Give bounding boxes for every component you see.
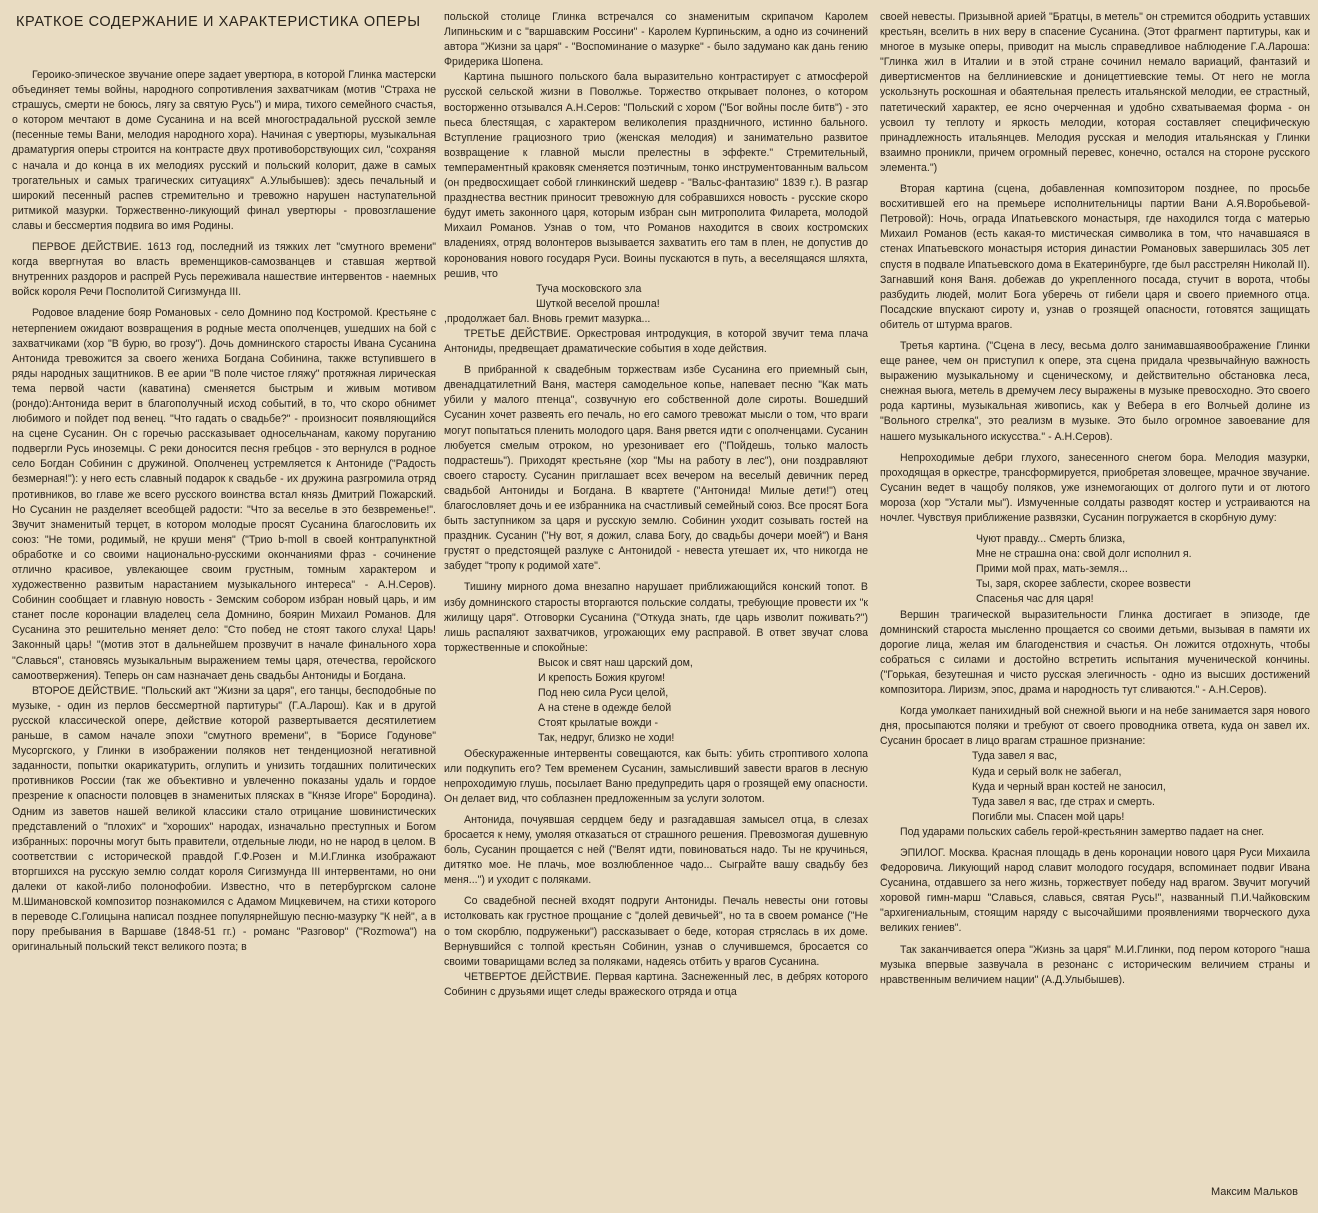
polish-soldiers-paragraph: Тишину мирного дома внезапно нарушает приближающийся конский топот. В избу домнинского старосты вторгаются польские солдаты, требующие провести их "к жилищу царя". Отговорки Сусанина ("Откуда знать, где царь изволит поживать?") лишь распаляют захватчиков, угрожающих ему расправой. В ответ звучат слова торжественные и спокойные: — [444, 581, 868, 654]
forest-paragraph: Непроходимые дебри глухого, занесенного снегом бора. Мелодия мазурки, проходящая в оркестре, трансформируется, приобретая зловещее, мрачное звучание. Сусанин ведет в чащобу поляков, уже изнемогающих от долгого пути и от лютого мороза (хор "Устали мы"). Измученные солдаты разводят костер и устраиваются на ночлег. Чувствуя приближение развязки, Сусанин погружается в скорбную думу: — [880, 451, 1310, 524]
polish-ball-paragraph: Картина пышного польского бала выразительно контрастирует с атмосферой русской сельской жизни в Поволжье. Торжество открывает полонез, о котором восторженно отзывался А.Н.Серов: "Польский с хором ("Бог войны после битв") - это пьеса блестящая, с характером великолепия праздничного, истинно бального. Вступление грациозного трио (женская мелодия) и занимательно развитое возвращение к главной мысли прелестны в эффекте." Стремительный, темпераментный краковяк сменяется поэтичным, тонко инструментованным вальсом (он предвосхищает собой глинкинский шедевр - "Вальс-фантазию" 1839 г.). В разгар празднества вестник приносит тревожную для собравшихся новость - русские скоро будут иметь законного царя, которым избран сын митрополита Филарета, молодой Михаил Романов. Узнав о том, что Романов находится в своих костромских владениях, отряд волонтеров вызывается захватить его там в плен, не допустив до коронования нового государя Руси. Воины пускаются в путь, а веселящаяся шляхта, решив, что — [444, 71, 868, 280]
verse-storm-cloud — [444, 282, 868, 312]
bridesmaids-paragraph: Со свадебной песней входят подруги Антониды. Печаль невесты они готовы истолковать как грустное прощание с "долей девичьей", но та в своем романсе ("Не о том скорблю, подруженьки") рассказывает о беде, которая стряслась в их доме. Вернувшийся с толпой крестьян Собинин, узнав о случившемся, бросается со своими товарищами вслед за поляками, надеясь отбить у врагов Сусанина. — [444, 895, 868, 968]
verse-line: Под нею сила Руси целой, — [538, 687, 669, 700]
verse-line: Чуют правду... Смерть близка, — [976, 533, 1126, 546]
overture-paragraph: Героико-эпическое звучание опере задает увертюра, в которой Глинка мастерски объединяет темы войны, народного сопротивления захватчикам (мотив "Страха не страшусь, смерти не боюсь, лягу за святую Русь") и мира, тихого семейного счастья, о котором мечтают в доме Сусанина и на всей многострадальной русской земле (песенные темы Вани, мелодия народного хора). Начиная с увертюры, музыкальная драматургия оперы строится на контрасте двух противоборствующих сил, "сохраняя с начала и до конца в их мелодиях русский и польский колорит, даже в самых трогательных и самых трагических ситуациях" А.Улыбышев): здесь печальный и широкий песенный распев стремительно и тревожно нарушен наступательной ритмикой мазурки. Торжественно-ликующий финал увертюры - провозглашение славы и бессмертия подвига во имя Родины. — [12, 69, 436, 232]
page-title: КРАТКОЕ СОДЕРЖАНИЕ И ХАРАКТЕРИСТИКА ОПЕРЫ — [16, 14, 421, 30]
verse-line: Куда и серый волк не забегал, — [972, 765, 1122, 778]
verse-susanin-aria — [880, 532, 1310, 607]
verse-line: Туча московского зла — [536, 282, 642, 295]
epilogue-paragraph: ЭПИЛОГ. Москва. Красная площадь в день коронации нового царя Руси Михаила Федоровича. Ликующий народ славит молодого государя, вспоминает подвиг Ивана Сусанина, отдавшего за него жизнь, торжествует победу над врагом. Звучит могучий хоровой гимн-марш "Славься, славься, святая Русь!", названный П.И.Чайковским "архигениальным, стоящим наряду с высочайшими проявлениями творческого духа великих гениев". — [880, 846, 1310, 935]
tragic-peak-paragraph: Вершин трагической выразительности Глинка достигает в эпизоде, где домнинский староста мысленно прощается со своими детьми, вызывая в памяти их дорогие лица, желая им благоденствия и счастья. Он ложится отдохнуть, чтобы собраться с силами и достойно встретить испытания мученической кончины. ("Горькая, безутешная и чисто русская элегичность - одно из высших достижений композитора. Лиризм, эпос, драма и народность тут сливаются." - А.Н.Серов). — [880, 608, 1310, 697]
verse-line: Стоят крылатые вожди - — [538, 717, 659, 730]
verse-line: Спасенья час для царя! — [976, 593, 1094, 606]
verse-line: Куда и черный вран костей не заносил, — [972, 780, 1166, 793]
verse-line: Шуткой веселой прошла! — [536, 297, 660, 310]
author-signature: Максим Мальков — [1210, 1186, 1298, 1198]
antonida-farewell-paragraph: Антонида, почуявшая сердцем беду и разгадавшая замысел отца, в слезах бросается к нему, умоляя отказаться от страшного решения. Превозмогая душевную боль, Сусанин прощается с ней ("Велят идти, повиноваться надо. Ты не кручинься, дитятко мое. Не плачь, мое возлюбленное чадо... Сыграйте вашу свадьбу без меня...") и уходит с поляками. — [444, 813, 868, 887]
column-3 — [880, 10, 1310, 1173]
third-scene-paragraph: Третья картина. ("Сцена в лесу, весьма долго занимавшаявоображение Глинки еще ранее, чем он приступил к опере, эта сцена придала чрезвычайную важность выражению музыкальному и сценическому, и действительно обстановка леса, снежная вьюга, метель в дремучем лесу выражены в музыке превосходно. Это своего рода картины, музыкальная живопись, как у Вебера в его Волчьей долине из "Вольного стрелка", это реализм в музыке. Это было огромное завоевание для нашего музыкального искусства." - А.Н.Серов). — [880, 339, 1310, 443]
column-2 — [444, 10, 868, 1173]
act-three-intro-paragraph: ТРЕТЬЕ ДЕЙСТВИЕ. Оркестровая интродукция, в которой звучит тема плача Антониды, предвещает драматические события в ходе действия. — [444, 327, 868, 356]
interventionists-council-paragraph: Обескураженные интервенты совещаются, как быть: убить строптивого холопа или подкупить его? Тем временем Сусанин, замысливший завести врагов в лесную непроходимую глушь, посылает Ваню предупредить царя о грозящей ему опасности. Он делает вид, что соблазнен предложенным за услуги золотом. — [444, 747, 868, 805]
act-two-paragraph: ВТОРОЕ ДЕЙСТВИЕ. "Польский акт "Жизни за царя", его танцы, бесподобные по музыке, - один из перлов бессмертной партитуры" (Г.А.Ларош). Как и в другой русской классической опере, действие которой развертывается десятилетием раньше, в самом начале эпохи "смутного времени", в "Борисе Годунове" Мусоргского, у Глинки в изображении поляков нет тенденциозной негативной заданности, попытки окарикатурить, оглупить и унизить тогдашних политических противников России (так же объективно и увлеченно показаны удаль и гордое презрение к опасности половцев в знаменитых плясках в "Князе Игоре" Бородина). Одним из заветов нашей великой классики стало отрицание шовинистических представлений о "плохих" и "хороших" народах, изначально преступных и Богом избранных: порочны могут быть правители, отдельные люди, но не народ в целом. В соответствии с исторической правдой Г.Ф.Розен и М.И.Глинка изображают вторгшихся на русскую землю солдат короля Сигизмунда III интервентами, но они далеки от какой-либо полонофобии. Известно, что в петербургском салоне М.Шимановской композитор познакомился с Адамом Мицкевичем, на стихи которого в переводе С.Голицына написал позднее популярнейшую песню-мазурку "К ней", а в пору пребывания в Варшаве (1848-51 гг.) - романс "Разговор" ("Rozmowa") на оригинальный польский текст великого поэта; в — [12, 684, 436, 954]
verse-line: Высок и свят наш царский дом, — [538, 656, 693, 669]
verse-line: Туда завел я вас, — [972, 750, 1058, 763]
column-1 — [12, 10, 436, 1173]
conclusion-paragraph: Так заканчивается опера "Жизнь за царя" М.И.Глинки, под пером которого "наша музыка впервые зазвучала в резонанс с историческим величием страны и нравственным величием нации" (А.Д.Улыбышев). — [880, 943, 1310, 986]
verse-line: И крепость Божия кругом! — [538, 672, 666, 685]
verse-line: Так, недруг, близко не ходи! — [538, 732, 675, 745]
domnino-paragraph: Родовое владение бояр Романовых - село Домнино под Костромой. Крестьяне с нетерпением ожидают возвращения в родные места ополченцев, ушедших на бой с захватчиками (хор "В бурю, во грозу"). Дочь домнинского старосты Ивана Сусанина Антонида тревожится за своего жениха Богдана Собинина, также вступившего в ряды народных защитников. В ее арии "В поле чистое гляжу" протяжная лирическая тема первой части (каватина) сменяется быстрым и живым мотивом (рондо):Антонида верит в благополучный исход событий, в то, что скоро обнимет любимого и пойдет под венец. "Что гадать о свадьбе?" - произносит появляющийся на сцене Сусанин. Он с горечью рассказывает односельчанам, какому поруганию подвергли Русь иноземцы. С реки доносится песня гребцов - это вернулся в родное село Богдан Собинин с дружиной. Ополченец устремляется к Антониде ("Радость безмерная!"): у него есть славный подарок к свадьбе - их дружина разгромила отряд противников, во главе же всего русского воинства встал князь Дмитрий Пожарский. Но Сусанин не разделяет всеобщей радости: "Что за веселье в это безвременье!". Звучит знаменитый терцет, в котором молодые просят Сусанина благословить их союз: "Не томи, родимый, не круши меня" ("Трио b-moll в своей контрапунктной обработке и со своими национально-русскими окончаниями фраз - сочинение отлично красивое, увлекающее своим грустным, томным характером и художественно развитым нарастанием музыкального интереса" - А.Н.Серов). Собинин сообщает и главную новость - Земским собором избран новый царь, и им станет после коронации владелец села Домнино, боярин Михаил Романов. Для Сусанина это решительно меняет дело: "Сто побед не стоят такого слуха! Царь! Законный царь! "(мотив этот в дальнейшем прозвучит в начале финального хора "Славься", становясь музыкальным выражением темы царя, отечества, геройского самоотвержения). Теперь он сам назначает день свадьбы Антониды и Богдана. — [12, 307, 436, 682]
verse-confession — [880, 749, 1310, 824]
verse-line: Мне не страшна она: свой долг исполнил я. — [976, 548, 1192, 561]
verse-line: А на стене в одежде белой — [538, 702, 672, 715]
verse-tsar-house — [444, 656, 868, 747]
verse-line: Ты, заря, скорее заблести, скорее возвести — [976, 578, 1191, 591]
hero-death-paragraph: Под ударами польских сабель герой-крестьянин замертво падает на снег. — [900, 825, 1265, 838]
verse-line: Туда завел я вас, где страх и смерть. — [972, 795, 1155, 808]
polish-capital-paragraph: польской столице Глинка встречался со знаменитым скрипачом Каролем Липиньским и с "варшавским Россини" - Каролем Курпиньским, а одно из сочинений автора "Жизни за царя" - "Воспоминание о мазурке" - было задумано как дань гению Фридерика Шопена. — [444, 11, 868, 69]
verse-line: Прими мой прах, мать-земля... — [976, 563, 1128, 576]
mazurka-continues-line: ,продолжает бал. Вновь гремит мазурка... — [444, 312, 651, 325]
dawn-paragraph: Когда умолкает панихидный вой снежной вьюги и на небе занимается заря нового дня, просыпаются поляки и требуют от своего проводника ответа, куда он завел их. Сусанин бросает в лицо врагам страшное признание: — [880, 705, 1310, 748]
verse-line: Погибли мы. Спасен мой царь! — [972, 810, 1125, 823]
susanin-house-paragraph: В прибранной к свадебным торжествам избе Сусанина его приемный сын, двенадцатилетний Ваня, мастеря самодельное копье, напевает песню "Как мать убили у малого птенца", созвучную его собственной доле сироты. Вошедший Сусанин хочет развеять его печаль, но его самого тревожат мысли о том, что враги могут попытаться пленить молодого царя. Ваня рвется идти с ополченцами. Сусанин любуется смелым отроком, но урезонивает его ("Пойдешь, только малость подрастешь"). Приходят крестьяне (хор "Мы на работу в лес"), они поздравляют своего старосту. Сусанин приглашает всех вечером на веселый девичник перед свадьбой Антониды и Богдана. В квартете ("Антонида! Милые дети!") отец благословляет дочь и ее избранника на счастливый семейный союз. Все просят Бога быть заступником за царя и русскую землю. Собинин уходит созывать гостей на праздник. Сусанин ("Ну вот, я дожил, слава Богу, до свадьбы дочери моей") и Ваня грустят о предстоящей разлуке с Антонидой - невеста утешает их, что никогда не забудет "тропу к родимой хате". — [444, 364, 868, 573]
sobinin-aria-paragraph: своей невесты. Призывной арией "Братцы, в метель" он стремится ободрить уставших крестьян, вселить в них веру в спасение Сусанина. (Этот фрагмент партитуры, как и многое в музыке оперы, приводит на мысль справедливое наблюдение Г.А.Лароша: "Глинка жил в Италии и в этой стране сочинил немало вариаций, фантазий и дивертисментов на беллиниевские и доницеттиевские темы. От него не могла ускользнуть роскошная и обаятельная прелесть итальянской мелодии, ее страстный, патетический характер, ее ясно очерченная и удобно схватываемая форма - он усвоил ту теплоту и яркость мелодии, которая составляет специфическую принадлежность итальянцев. Мелодия русская и мелодия итальянская у Глинки взаимно проникли, причем огромный перевес, конечно, остался на стороне русского элемента.") — [880, 11, 1310, 174]
act-four-paragraph: ЧЕТВЕРТОЕ ДЕЙСТВИЕ. Первая картина. Заснеженный лес, в дебрях которого Собинин с друзьями ищет следы вражеского отряда и отца — [444, 970, 868, 998]
second-scene-paragraph: Вторая картина (сцена, добавленная композитором позднее, по просьбе восхитившей его на премьере исполнительницы партии Вани А.Я.Воробьевой-Петровой): Ночь, ограда Ипатьевского монастыря, где находился тогда с матерью Михаил Романов (есть какая-то мистическая символика в том, что начавшаяся в стенах Ипатьевского монастыря история династии Романовых завершилась 305 лет спустя в подвале Ипатьевского дома в Екатеринбурге, где был расстрелян Николай II). Загнавший коня Ваня. добежав до укрепленного посада, стучит в ворота, чтобы разбудить людей, молит Бога уберечь от гибели царя и своего приемного отца. Посадские впускают сироту и, узнав о грозящей опасности, готовятся защищать обитель от штурма врагов. — [880, 183, 1310, 331]
act-one-paragraph: ПЕРВОЕ ДЕЙСТВИЕ. 1613 год, последний из тяжких лет "смутного времени" когда ввергнутая во власть временщиков-самозванцев и ставшая жертвой внутренних раздоров и распрей Русь переживала нашествие интервентов - наемных войск короля Речи Посполитой Сигизмунда III. — [12, 241, 436, 299]
